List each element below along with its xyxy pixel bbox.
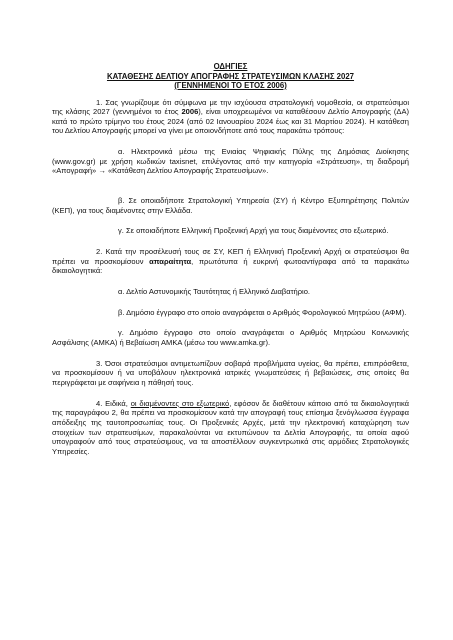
document-subtitle-year: (ΓΕΝΝΗΜΕΝΟΙ ΤΟ ΕΤΟΣ 2006): [174, 81, 287, 90]
paragraph-4-underlined: οι διαμένοντες στο εξωτερικό: [130, 398, 230, 408]
paragraph-4-text-a: 4. Ειδικά,: [96, 398, 131, 408]
paragraph-1-text-a: 1. Σας γνωρίζουμε ότι σύμφωνα με την ισχύουσα στρατολογική νομοθεσία, οι στρατεύσιμοι της κλάσης 2027 (γεννημένοι το έτος: [52, 97, 409, 117]
document-subtitle: ΚΑΤΑΘΕΣΗΣ ΔΕΛΤΙΟΥ ΑΠΟΓΡΑΦΗΣ ΣΤΡΑΤΕΥΣΙΜΩΝ ΚΛΑΣΗΣ 2027: [106, 71, 355, 81]
paragraph-2-text-b: , πρωτότυπα ή ευκρινή φωτοαντίγραφα από τα παρακάτω δικαιολογητικά:: [52, 256, 409, 276]
paragraph-2-bold: απαραίτητα: [149, 256, 192, 266]
document-title: ΟΔΗΓΙΕΣ: [213, 62, 248, 71]
paragraph-3: 3. Όσοι στρατεύσιμοι αντιμετωπίζουν σοβαρά προβλήματα υγείας, θα πρέπει, επιπρόσθετα, να προσκομίσουν ή να υποβάλουν ηλεκτρονικά ιατρικές γνωματεύσεις ή βεβαιώσεις, στις οποίες θα περιγράφεται με σαφήνεια η πάθησή τους.: [52, 358, 409, 387]
paragraph-2b: β. Δημόσιο έγγραφο στο οποίο αναγράφεται ο Αριθμός Φορολογικού Μητρώου (ΑΦΜ).: [118, 307, 407, 317]
paragraph-1b: β. Σε οποιαδήποτε Στρατολογική Υπηρεσία (ΣΥ) ή Κέντρο Εξυπηρέτησης Πολιτών (ΚΕΠ), για τους διαμένοντες στην Ελλάδα.: [52, 196, 409, 215]
paragraph-1c: γ. Σε οποιαδήποτε Ελληνική Προξενική Αρχή για τους διαμένοντες στο εξωτερικό.: [118, 226, 389, 236]
paragraph-2: [52, 247, 409, 276]
paragraph-4-text-b: , εφόσον δε διαθέτουν κάποιο από τα δικαιολογητικά της παραγράφου 2, θα πρέπει να προσκομίσουν κατά την απογραφή τους επίσημα ξενόγλωσσα έγγραφα απόδειξης της ταυτοπροσωπίας τους. Οι Προξενικές Αρχές, μετά την ηλεκτρονική καταχώρηση των στοιχείων των στρατευσίμων, παρακαλούνται να εκτυπώνουν τα Δελτία Απογραφής, τα οποία αφού υπογραφούν από τους στρατεύσιμους, να τα αποστέλλουν συγκεντρωτικά στις αρμόδιες Στρατολογικές Υπηρεσίες.: [52, 398, 409, 456]
paragraph-4: [52, 399, 409, 457]
paragraph-1-year: 2006: [181, 107, 199, 117]
paragraph-1: [52, 98, 409, 137]
paragraph-2a: α. Δελτίο Αστυνομικής Ταυτότητας ή Ελληνικό Διαβατήριο.: [118, 287, 311, 297]
paragraph-2-text-a: 2. Κατά την προσέλευσή τους σε ΣΥ, ΚΕΠ ή Ελληνική Προξενική Αρχή οι στρατεύσιμοι θα πρέπει να προσκομίσουν: [52, 247, 409, 266]
paragraph-1a: α. Ηλεκτρονικά μέσω της Ενιαίας Ψηφιακής Πύλης της Δημόσιας Διοίκησης (www.gov.gr) με χρήση κωδικών taxisnet, επιλέγοντας από την κατηγορία «Στράτευση», τη διαδρομή «Απογραφή» → «Κατάθεση Δελτίου Απογραφής Στρατευσίμων».: [52, 147, 409, 176]
paragraph-2c: γ. Δημόσιο έγγραφο στο οποίο αναγράφεται ο Αριθμός Μητρώου Κοινωνικής Ασφάλισης (ΑΜΚΑ) ή Βεβαίωση ΑΜΚΑ (μέσω του www.amka.gr).: [52, 328, 409, 347]
paragraph-1-text-b: ), είναι υποχρεωμένοι να καταθέσουν Δελτίο Απογραφής (ΔΑ) κατά το πρώτο τρίμηνο του έτους 2024 (από 02 Ιανουαρίου 2024 έως και 31 Μαρτίου 2024). Η κατάθεση του Δελτίου Απογραφής μπορεί να γίνει με οποιονδήποτε από τους παρακάτω τρόπους:: [52, 107, 409, 136]
